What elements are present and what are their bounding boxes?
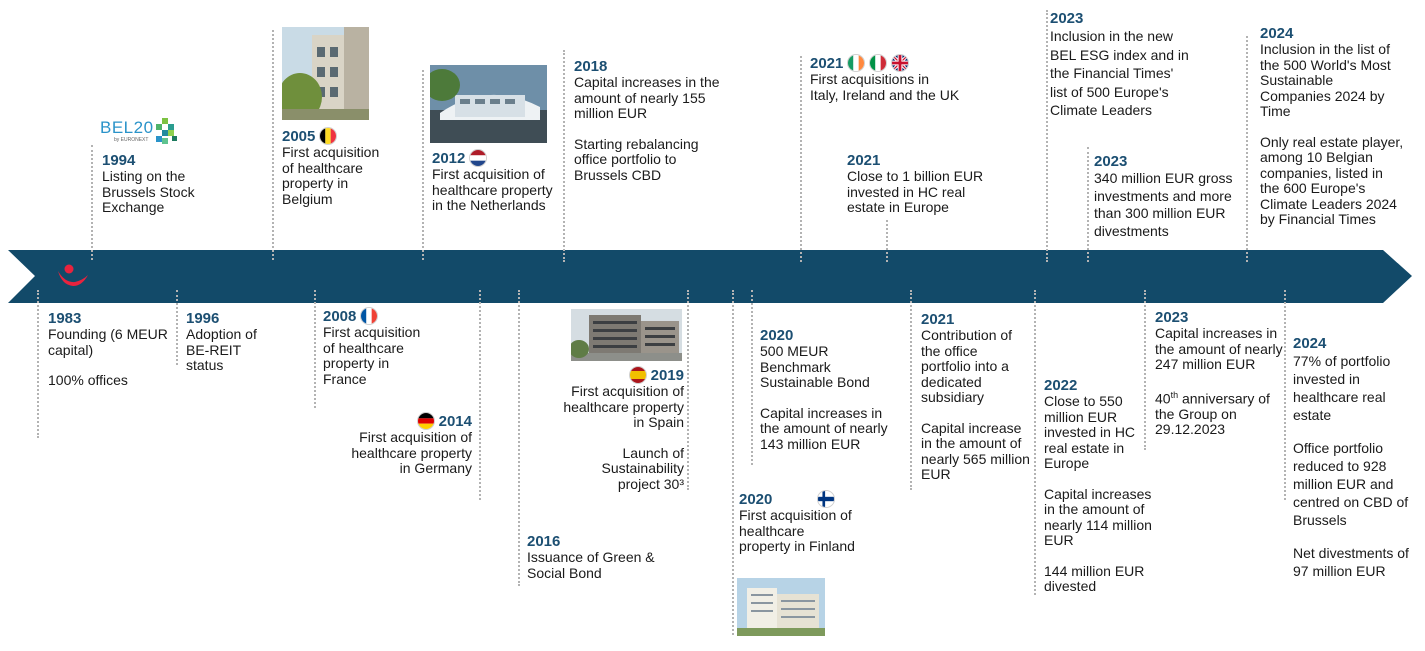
event-2020b [739,490,859,555]
uk-flag-icon [891,54,909,72]
event-text: First acquisitions in Italy, Ireland and the UK [810,71,960,103]
connector-2021b [886,220,888,262]
event-year: 2019 [650,366,684,384]
bel20-mosaic-icon [154,118,178,146]
event-text: Issuance of Green & Social Bond [527,549,655,581]
company-logo-icon [58,265,88,287]
event-text: Adoption of BE-REIT status [186,326,257,373]
event-text: Close to 550 million EUR invested in HC real estate in Europe [1044,393,1136,471]
event-2021b [847,152,987,216]
event-text: Starting rebalancing office portfolio to Brussels CBD [574,135,699,183]
event-text: Listing on the Brussels Stock Exchange [102,168,195,215]
event-2005 [282,127,382,207]
event-2021a [810,54,960,103]
connector-2024a [1246,36,1248,262]
connector-2008 [314,290,316,408]
event-year: 2018 [574,58,608,75]
event-1996 [186,310,281,374]
connector-2012 [422,70,424,260]
event-text: 100% offices [48,372,128,388]
connector-2021a [800,56,802,262]
event-year: 2012 [432,149,466,167]
event-text: Contribution of the office portfolio into a dedicated subsidiary [921,327,1013,405]
connector-2022 [1034,290,1036,595]
event-text: First acquisition of healthcare property in Finland [739,507,855,554]
france-flag-icon [360,307,378,325]
anniversary-number: 40 [1155,390,1171,407]
event-2024b [1293,335,1423,580]
connector-2020a [751,290,753,465]
netherlands-flag-icon [469,149,487,167]
event-1983 [48,310,173,389]
event-2023a [1050,10,1190,120]
event-year: 1996 [186,310,220,327]
bel20-logo-sub: by EURONEXT [114,137,149,143]
event-2021c [921,311,1031,483]
connector-2024b [1284,290,1286,500]
ireland-flag-icon [847,54,865,72]
event-year: 2023 [1050,10,1084,27]
event-text: Founding (6 MEUR capital) [48,326,168,358]
spain-flag-icon [629,366,647,384]
event-text: Capital increase in the amount of nearly 565 million EUR [921,419,1030,482]
event-text: 77% of portfolio invested in healthcare real estate [1293,353,1391,423]
event-1994 [102,152,242,216]
event-year: 2008 [323,307,357,325]
spain-property-photo [571,309,682,361]
connector-2023b [1087,147,1089,262]
event-year: 2021 [921,311,955,328]
event-year: 1983 [48,310,82,327]
italy-flag-icon [869,54,887,72]
event-text: Close to 1 billion EUR invested in HC real estate in Europe [847,168,984,215]
event-text: First acquisition of healthcare property in the Netherlands [432,166,553,213]
belgium-flag-icon [319,127,337,145]
event-text: Capital increases in the amount of nearly 247 million EUR [1155,325,1283,372]
event-text: First acquisition of healthcare property in Germany [351,429,472,476]
event-2023b [1094,153,1244,240]
connector-2016 [518,290,520,586]
event-text: Inclusion in the list of the 500 World's Most Sustainable Companies 2024 by Time [1260,41,1391,119]
finland-property-photo [737,578,825,636]
event-year: 2005 [282,127,316,145]
event-text: 144 million EUR divested [1044,562,1145,594]
event-year: 2014 [438,412,472,430]
bel20-logo-text: BEL20 [100,118,154,137]
event-year: 2016 [527,533,561,550]
connector-2020b [732,290,734,635]
event-year: 2022 [1044,377,1078,394]
event-anniversary [1155,388,1283,438]
event-year: 2024 [1293,335,1327,352]
connector-2019 [687,290,689,490]
germany-flag-icon [417,412,435,430]
event-text: Inclusion in the new BEL ESG index and in the Financial Times' list of 500 Europe's Climate Leaders [1050,28,1189,118]
event-2016 [527,533,677,581]
event-year: 2020 [739,490,773,508]
connector-1996 [176,290,178,365]
event-year: 2023 [1094,153,1128,170]
event-text: Only real estate player, among 10 Belgian companies, listed in the 600 Europe's Climate Leaders 2024 by Financial Times [1260,133,1404,227]
connector-2021c [910,290,912,490]
event-2019 [556,366,684,492]
event-2008 [323,307,423,387]
event-year: 2024 [1260,25,1294,42]
event-text: 500 MEUR Benchmark Sustainable Bond [760,343,870,390]
event-text: Net divestments of 97 million EUR [1293,545,1409,579]
event-text: Capital increases in the amount of nearly 155 million EUR [574,74,720,121]
event-2024a [1260,25,1405,228]
bel20-logo [100,116,180,148]
connector-2005 [272,30,274,260]
event-2012 [432,149,557,214]
event-year: 2021 [810,54,844,72]
event-year: 2021 [847,152,881,169]
event-2018 [574,58,724,183]
event-text: Capital increases in the amount of nearly 114 million EUR [1044,485,1152,548]
event-2020a [760,327,892,452]
finland-flag-icon [817,490,835,508]
anniversary-suffix: th [1170,389,1179,400]
connector-2018 [563,50,565,262]
event-text: Office portfolio reduced to 928 million EUR and centred on CBD of Brussels [1293,440,1409,528]
event-text: First acquisition of healthcare property in Spain [563,383,684,430]
anniversary-text: anniversary of the Group on 29.12.2023 [1155,390,1270,438]
event-2014 [350,412,472,477]
event-year: 2023 [1155,309,1189,326]
event-2023c [1155,309,1283,438]
connector-1994 [91,145,93,260]
event-year: 2020 [760,327,794,344]
netherlands-property-photo [430,65,547,143]
event-text: Launch of Sustainability project 30³ [601,444,684,492]
event-text: First acquisition of healthcare property in France [323,324,421,387]
event-2022 [1044,377,1152,595]
event-text: Capital increases in the amount of nearly 143 million EUR [760,404,888,452]
belgium-property-photo [282,27,369,120]
connector-2023a [1046,10,1048,262]
connector-1983 [37,290,39,438]
connector-2014 [479,290,481,500]
event-year: 1994 [102,152,136,169]
event-text: 340 million EUR gross investments and more than 300 million EUR divestments [1094,170,1233,239]
event-text: First acquisition of healthcare property in Belgium [282,144,380,207]
